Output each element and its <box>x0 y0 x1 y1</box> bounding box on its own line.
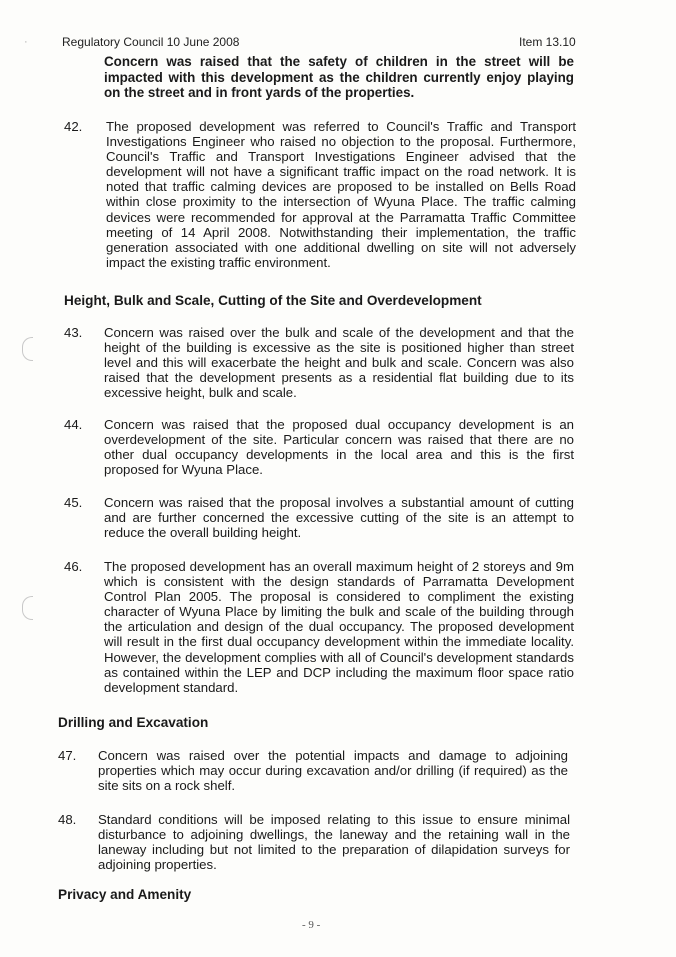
punch-hole-top <box>22 337 33 361</box>
paragraph-number: 47. <box>58 748 77 763</box>
paragraph-48 <box>58 812 570 874</box>
paragraph-text: The proposed development has an overall maximum height of 2 storeys and 9m which is consistent with the design standards of Parramatta Development Control Plan 2005. The proposal is considered to compliment the existing character of Wyuna Place by limiting the bulk and scale of the building through the articulation and design of the dual occupancy. The proposed development will result in the first dual occupancy development within the immediate locality. However, the development complies with all of Council's development standards as contained within the LEP and DCP including the maximum floor space ratio development standard. <box>104 559 574 695</box>
section-heading-drilling: Drilling and Excavation <box>58 715 209 730</box>
paragraph-number: 42. <box>64 119 83 134</box>
page-header-left: Regulatory Council 10 June 2008 <box>62 35 240 49</box>
paragraph-text: Concern was raised that the proposed dual occupancy development is an overdevelopment of the site. Particular concern was raised that there are no other dual occupancy developments in the local area and this is the first proposed for Wyuna Place. <box>104 417 574 478</box>
scan-speck: · <box>24 36 28 48</box>
paragraph-number: 43. <box>64 325 83 340</box>
section-heading-height-bulk: Height, Bulk and Scale, Cutting of the Site and Overdevelopment <box>64 293 482 308</box>
paragraph-44 <box>64 417 574 479</box>
paragraph-46 <box>64 559 574 699</box>
paragraph-number: 45. <box>64 495 83 510</box>
paragraph-number: 46. <box>64 559 83 574</box>
paragraph-text: Standard conditions will be imposed relating to this issue to ensure minimal disturbance to adjoining dwellings, the laneway and the retaining wall in the laneway including but not limited to the preparation of dilapidation surveys for adjoining properties. <box>98 812 570 873</box>
paragraph-47 <box>58 748 568 795</box>
paragraph-text: Concern was raised over the potential impacts and damage to adjoining properties which may occur during excavation and/or drilling (if required) as the site sits on a rock shelf. <box>98 748 568 794</box>
paragraph-text: The proposed development was referred to Council's Traffic and Transport Investigations Engineer who raised no objection to the proposal. Furthermore, Council's Traffic and Transport Investigations Engineer advised that the development will not have a significant traffic impact on the road network. It is noted that traffic calming devices are proposed to be installed on Bells Road within close proximity to the intersection of Wyuna Place. The traffic calming devices were recommended for approval at the Parramatta Traffic Committee meeting of 14 April 2008. Notwithstanding their implementation, the traffic generation associated with one additional dwelling on site will not adversely impact the existing traffic environment. <box>106 119 576 270</box>
paragraph-number: 44. <box>64 417 83 432</box>
continuation-text: Concern was raised that the safety of children in the street will be impacted with this development as the children currently enjoy playing on the street and in front yards of the properties. <box>104 54 574 101</box>
paragraph-43 <box>64 325 574 405</box>
paragraph-text: Concern was raised that the proposal involves a substantial amount of cutting and are further concerned the excessive cutting of the site is an attempt to reduce the overall building height. <box>104 495 574 541</box>
section-heading-privacy: Privacy and Amenity <box>58 887 192 902</box>
paragraph-text: Concern was raised over the bulk and scale of the development and that the height of the building is excessive as the site is positioned higher than street level and this will exacerbate the height and bulk and scale. Concern was also raised that the development presents as a residential flat building due to its excessive height, bulk and scale. <box>104 325 574 401</box>
paragraph-45 <box>64 495 574 542</box>
page-header-right: Item 13.10 <box>519 35 576 49</box>
punch-hole-bottom <box>22 596 33 620</box>
paragraph-number: 48. <box>58 812 77 827</box>
paragraph-42 <box>64 119 576 279</box>
page-number: - 9 - <box>302 919 321 931</box>
